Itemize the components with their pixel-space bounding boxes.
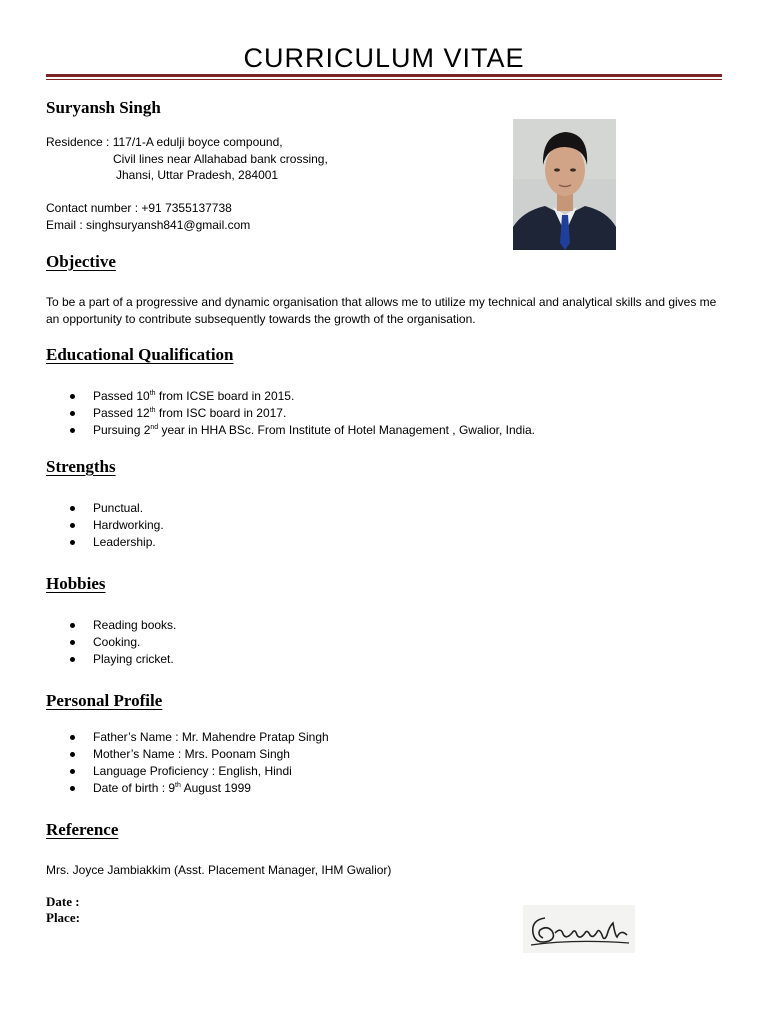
contact-number: Contact number : +91 7355137738 xyxy=(46,201,232,215)
bullet-icon xyxy=(70,540,75,545)
hobbies-list xyxy=(0,617,176,668)
list-item: Punctual. xyxy=(0,500,164,517)
list-item: Hardworking. xyxy=(0,517,164,534)
residence-label: Residence : xyxy=(46,135,113,149)
document-title: CURRICULUM VITAE xyxy=(243,43,525,73)
list-item: Leadership. xyxy=(0,534,164,551)
language-proficiency: Language Proficiency : English, Hindi xyxy=(93,764,292,778)
list-item: Pursuing 2nd year in HHA BSc. From Institute of Hotel Management , Gwalior, India. xyxy=(0,422,535,439)
list-item: Passed 12th from ISC board in 2017. xyxy=(0,405,535,422)
list-item: Playing cricket. xyxy=(0,651,176,668)
candidate-name: Suryansh Singh xyxy=(46,98,161,117)
residence-line-3: Jhansi, Uttar Pradesh, 284001 xyxy=(116,168,279,182)
bullet-icon xyxy=(70,786,75,791)
profile-photo xyxy=(513,119,616,250)
reference-text: Mrs. Joyce Jambiakkim (Asst. Placement Manager, IHM Gwalior) xyxy=(46,863,392,877)
date-of-birth: Date of birth : 9th August 1999 xyxy=(93,781,251,795)
title-rule-thin xyxy=(46,79,722,80)
date-label: Date : xyxy=(46,894,80,909)
list-item: Reading books. xyxy=(0,617,176,634)
reference-heading: Reference xyxy=(46,820,119,839)
objective-heading: Objective xyxy=(46,252,116,271)
fathers-name: Father’s Name : Mr. Mahendre Pratap Singh xyxy=(93,730,329,744)
bullet-icon xyxy=(70,623,75,628)
bullet-icon xyxy=(70,735,75,740)
list-item xyxy=(0,729,329,746)
bullet-icon xyxy=(70,506,75,511)
bullet-icon xyxy=(70,428,75,433)
list-item: Cooking. xyxy=(0,634,176,651)
person-portrait-icon xyxy=(513,119,616,250)
strengths-list xyxy=(0,500,164,551)
list-item xyxy=(0,763,329,780)
list-item xyxy=(0,746,329,763)
bullet-icon xyxy=(70,752,75,757)
bullet-icon xyxy=(70,523,75,528)
mothers-name: Mother’s Name : Mrs. Poonam Singh xyxy=(93,747,290,761)
signature-icon xyxy=(523,905,635,953)
strengths-heading: Strengths xyxy=(46,457,116,476)
list-item: Passed 10th from ICSE board in 2015. xyxy=(0,388,535,405)
title-rule-thick xyxy=(46,74,722,77)
contact-block xyxy=(46,200,250,233)
education-heading: Educational Qualification xyxy=(46,345,234,364)
bullet-icon xyxy=(70,394,75,399)
education-list xyxy=(0,388,535,439)
residence-line-2: Civil lines near Allahabad bank crossing, xyxy=(113,151,328,166)
bullet-icon xyxy=(70,769,75,774)
hobbies-heading: Hobbies xyxy=(46,574,106,593)
list-item xyxy=(0,780,329,797)
residence-block xyxy=(46,134,328,184)
contact-email: Email : singhsuryansh841@gmail.com xyxy=(46,217,251,232)
residence-line-1: 117/1-A edulji boyce compound, xyxy=(112,135,283,149)
signature-image xyxy=(523,905,635,953)
bullet-icon xyxy=(70,411,75,416)
personal-profile-heading: Personal Profile xyxy=(46,691,163,710)
bullet-icon xyxy=(70,640,75,645)
place-label: Place: xyxy=(46,910,80,925)
personal-profile-list xyxy=(0,729,329,797)
bullet-icon xyxy=(70,657,75,662)
objective-text: To be a part of a progressive and dynamic organisation that allows me to utilize my technical and analytical skills and gives me an opportunity to contribute subsequently towards the growth of the organisation. xyxy=(46,295,717,326)
